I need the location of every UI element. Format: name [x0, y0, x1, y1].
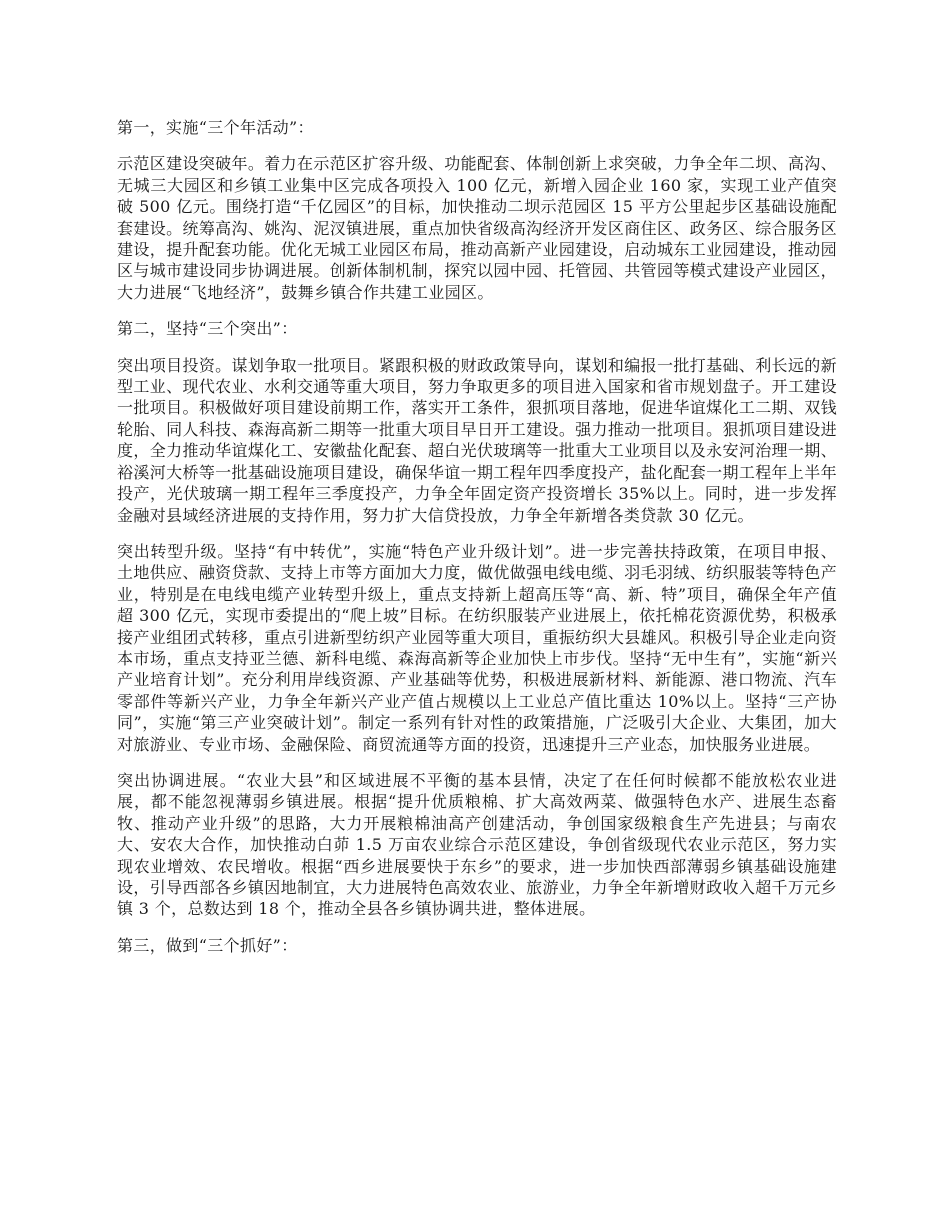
paragraph-demo-zone: 示范区建设突破年。着力在示范区扩容升级、功能配套、体制创新上求突破，力争全年二坝、高沟、无城三大园区和乡镇工业集中区完成各项投入 100 亿元，新增入园企业 160 家，实现工业产值突破 500 亿元。围绕打造“千亿园区”的目标，加快推动二坝示范园区 15 平方公里起步区基础设施配套建设。统筹高沟、姚沟、泥汊镇进展，重点加快省级高沟经济开发区商住区、政务区、综合服务区建设，提升配套功能。优化无城工业园区布局，推动高新产业园建设，启动城东工业园建设，推动园区与城市建设同步协调进展。创新体制机制，探究以园中园、托管园、共管园等模式建设产业园区，大力进展“飞地经济”，鼓舞乡镇合作共建工业园区。 [117, 154, 837, 302]
document-body [117, 117, 837, 971]
section-heading-2: 第二，坚持“三个突出”： [117, 319, 298, 339]
paragraph-coordination: 突出协调进展。“农业大县”和区域进展不平衡的基本县情，决定了在任何时候都不能放松农业进展，都不能忽视薄弱乡镇进展。根据“提升优质粮棉、扩大高效两菜、做强特色水产、进展生态畜牧、推动产业升级”的思路，大力开展粮棉油高产创建活动，争创国家级粮食生产先进县；与南农大、安农大合作，加快推动白茆 1.5 万亩农业综合示范区建设，争创省级现代农业示范区，努力实现农业增效、农民增收。根据“西乡进展要快于东乡”的要求，进一步加快西部薄弱乡镇基础设施建设，引导西部各乡镇因地制宜，大力进展特色高效农业、旅游业，力争全年新增财政收入超千万元乡镇 3 个，总数达到 18 个，推动全县各乡镇协调共进，整体进展。 [117, 770, 837, 919]
section-heading-1: 第一，实施“三个年活动”： [117, 118, 314, 137]
paragraph-transformation: 突出转型升级。坚持“有中转优”，实施“特色产业升级计划”。进一步完善扶持政策，在项目申报、土地供应、融资贷款、支持上市等方面加大力度，做优做强电线电缆、羽毛羽绒、纺织服装等特色产业，特别是在电线电缆产业转型升级上，重点支持新上超高压等“高、新、特”项目，确保全年产值超 300 亿元，实现市委提出的“爬上坡”目标。在纺织服装产业进展上，依托棉花资源优势，积极承接产业组团式转移，重点引进新型纺织产业园等重大项目，重振纺织大县雄风。积极引导企业走向资本市场，重点支持亚兰德、新科电缆、森海高新等企业加快上市步伐。坚持“无中生有”，实施“新兴产业培育计划”。充分利用岸线资源、产业基础等优势，积极进展新材料、新能源、港口物流、汽车零部件等新兴产业，力争全年新兴产业产值占规模以上工业总产值比重达 10%以上。坚持“三产协同”，实施“第三产业突破计划”。制定一系列有针对性的政策措施，广泛吸引大企业、大集团，加大对旅游业、专业市场、金融保险、商贸流通等方面的投资，迅速提升三产业态，加快服务业进展。 [117, 541, 837, 754]
section-heading-3: 第三，做到“三个抓好”： [117, 935, 298, 955]
paragraph-project-investment: 突出项目投资。谋划争取一批项目。紧跟积极的财政政策导向，谋划和编报一批打基础、利长远的新型工业、现代农业、水利交通等重大项目，努力争取更多的项目进入国家和省市规划盘子。开工建设一批项目。积极做好项目建设前期工作，落实开工条件，狠抓项目落地，促进华谊煤化工二期、双钱轮胎、同人科技、森海高新二期等一批重大项目早日开工建设。强力推动一批项目。狠抓项目建设进度，全力推动华谊煤化工、安徽盐化配套、超白光伏玻璃等一批重大工业项目以及永安河治理一期、裕溪河大桥等一批基础设施项目建设，确保华谊一期工程年四季度投产，盐化配套一期工程年上半年投产，光伏玻璃一期工程年三季度投产，力争全年固定资产投资增长 35%以上。同时，进一步发挥金融对县域经济进展的支持作用，努力扩大信贷投放，力争全年新增各类贷款 30 亿元。 [117, 355, 837, 525]
